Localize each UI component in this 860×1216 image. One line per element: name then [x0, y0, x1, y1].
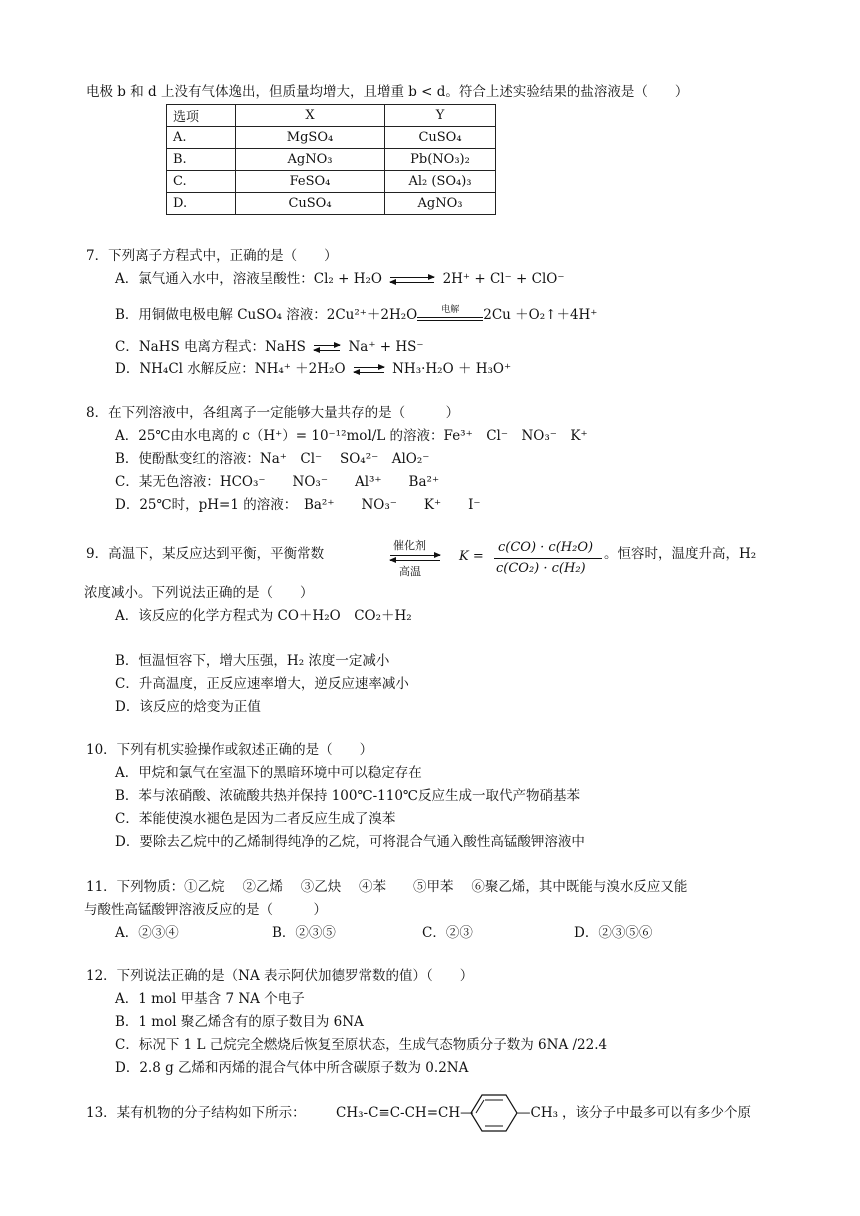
q12-option-b: B．1 mol 聚乙烯含有的原子数目为 6NA [115, 1014, 364, 1030]
table-cell: MgSO₄ [236, 127, 385, 149]
q10-stem: 10．下列有机实验操作或叙述正确的是（ ） [86, 742, 374, 758]
table-cell: A. [167, 127, 236, 149]
k-symbol: K = [459, 549, 484, 564]
q7-b-right: 2Cu ＋O₂↑＋4H⁺ [483, 307, 598, 323]
table-cell: Pb(NO₃)₂ [385, 149, 496, 171]
q11-option-d: D．②③⑤⑥ [574, 925, 653, 941]
q7-d-left: D．NH₄Cl 水解反应：NH₄⁺ ＋2H₂O [115, 361, 346, 377]
q9-condition-top: 催化剂 [393, 539, 426, 552]
benzene-ring-icon [470, 1092, 518, 1134]
q9-option-d: D．该反应的焓变为正值 [115, 699, 261, 715]
q8-option-b: B．使酚酞变红的溶液：Na⁺ Cl⁻ SO₄²⁻ AlO₂⁻ [115, 451, 430, 467]
q7-option-a [115, 270, 564, 288]
equilibrium-arrow-icon [390, 553, 440, 563]
q12-option-a: A．1 mol 甲基含 7 NA 个电子 [115, 991, 305, 1007]
q7-option-b [115, 306, 597, 324]
table-cell: FeSO₄ [236, 171, 385, 193]
q10-option-d: D．要除去乙烷中的乙烯制得纯净的乙烷，可将混合气通入酸性高锰酸钾溶液中 [115, 834, 585, 850]
q13-formula-left: CH₃-C≡C-CH=CH— [336, 1105, 474, 1121]
table-header-row [167, 105, 496, 127]
equilibrium-arrow-icon [390, 275, 434, 285]
q8-option-a: A．25℃由水电离的 c（H⁺）= 10⁻¹²mol/L 的溶液：Fe³⁺ Cl⁻ NO₃⁻ K⁺ [115, 428, 588, 444]
k-numerator: c(CO) · c(H₂O) [498, 540, 594, 555]
q8-option-c: C．某无色溶液：HCO₃⁻ NO₃⁻ Al³⁺ Ba²⁺ [115, 474, 440, 490]
equilibrium-arrow-icon [314, 343, 340, 353]
q11-option-c: C．②③ [422, 925, 473, 941]
q13-stem-end: ，该分子中最多可以有多少个原 [562, 1105, 751, 1121]
table-cell: AgNO₃ [236, 149, 385, 171]
table-row [167, 149, 496, 171]
intro-text: 电极 b 和 d 上没有气体逸出，但质量均增大，且增重 b < d。符合上述实验结果的盐溶液是（ ） [86, 84, 689, 100]
q7-b-left: B．用铜做电极电解 CuSO₄ 溶液：2Cu²⁺＋2H₂O [115, 307, 418, 323]
fraction-bar [494, 558, 602, 559]
q12-stem: 12．下列说法正确的是（NA 表示阿伏加德罗常数的值）（ ） [86, 968, 474, 984]
table-cell: Al₂ (SO₄)₃ [385, 171, 496, 193]
q8-option-d: D．25℃时，pH=1 的溶液： Ba²⁺ NO₃⁻ K⁺ I⁻ [115, 497, 481, 513]
q12-option-c: C．标况下 1 L 己烷完全燃烧后恢复至原状态，生成气态物质分子数为 6NA /22.4 [115, 1037, 608, 1053]
table-header: 选项 [167, 105, 236, 127]
table-cell: AgNO₃ [385, 193, 496, 215]
q7-a-left: A．氯气通入水中，溶液呈酸性：Cl₂ + H₂O [115, 271, 382, 287]
q7-d-right: NH₃·H₂O ＋ H₃O⁺ [392, 361, 512, 377]
q10-option-a: A．甲烷和氯气在室温下的黑暗环境中可以稳定存在 [115, 765, 422, 781]
q9-stem-a: 9．高温下，某反应达到平衡，平衡常数 [86, 546, 325, 562]
options-table [166, 104, 496, 215]
q7-c-left: C．NaHS 电离方程式：NaHS [115, 339, 306, 355]
k-denominator: c(CO₂) · c(H₂) [496, 561, 586, 576]
q13-formula-right: —CH₃ [517, 1105, 559, 1121]
table-cell: D. [167, 193, 236, 215]
q11-option-b: B．②③⑤ [272, 925, 336, 941]
q7-a-right: 2H⁺ + Cl⁻ + ClO⁻ [442, 271, 565, 287]
table-row [167, 193, 496, 215]
q9-stem-c: 浓度减小。下列说法正确的是（ ） [84, 585, 314, 601]
table-cell: B. [167, 149, 236, 171]
equilibrium-arrow-icon [354, 365, 384, 375]
q7-option-c [115, 338, 424, 356]
table-cell: C. [167, 171, 236, 193]
electrolysis-sign-icon [417, 304, 483, 323]
electrolysis-label: 电解 [441, 304, 460, 315]
q11-option-a: A．②③④ [115, 925, 179, 941]
q9-stem-b: 。恒容时，温度升高，H₂ [604, 546, 757, 562]
table-header: X [236, 105, 385, 127]
q9-option-c: C．升高温度，正反应速率增大，逆反应速率减小 [115, 676, 409, 692]
q7-stem: 7．下列离子方程式中，正确的是（ ） [86, 248, 338, 264]
table-row [167, 171, 496, 193]
q10-option-c: C．苯能使溴水褪色是因为二者反应生成了溴苯 [115, 811, 396, 827]
table-header: Y [385, 105, 496, 127]
q9-option-a: A．该反应的化学方程式为 CO＋H₂O CO₂＋H₂ [115, 608, 412, 624]
q12-option-d: D．2.8 g 乙烯和丙烯的混合气体中所含碳原子数为 0.2NA [115, 1060, 469, 1076]
table-row [167, 127, 496, 149]
q10-option-b: B．苯与浓硝酸、浓硫酸共热并保持 100℃-110℃反应生成一取代产物硝基苯 [115, 788, 581, 804]
q7-c-right: Na⁺ + HS⁻ [348, 339, 424, 355]
q8-stem: 8．在下列溶液中，各组离子一定能够大量共存的是（ ） [86, 405, 460, 421]
q9-condition-bottom: 高温 [399, 565, 421, 578]
table-cell: CuSO₄ [236, 193, 385, 215]
q9-option-b: B．恒温恒容下，增大压强，H₂ 浓度一定减小 [115, 653, 390, 669]
table-cell: CuSO₄ [385, 127, 496, 149]
q11-stem-line2: 与酸性高锰酸钾溶液反应的是（ ） [84, 902, 327, 918]
q7-option-d [115, 360, 511, 378]
q11-stem-line1: 11．下列物质：①乙烷 ②乙烯 ③乙炔 ④苯 ⑤甲苯 ⑥聚乙烯，其中既能与溴水反应又能 [86, 879, 688, 895]
q13-stem: 13．某有机物的分子结构如下所示： [86, 1105, 306, 1121]
